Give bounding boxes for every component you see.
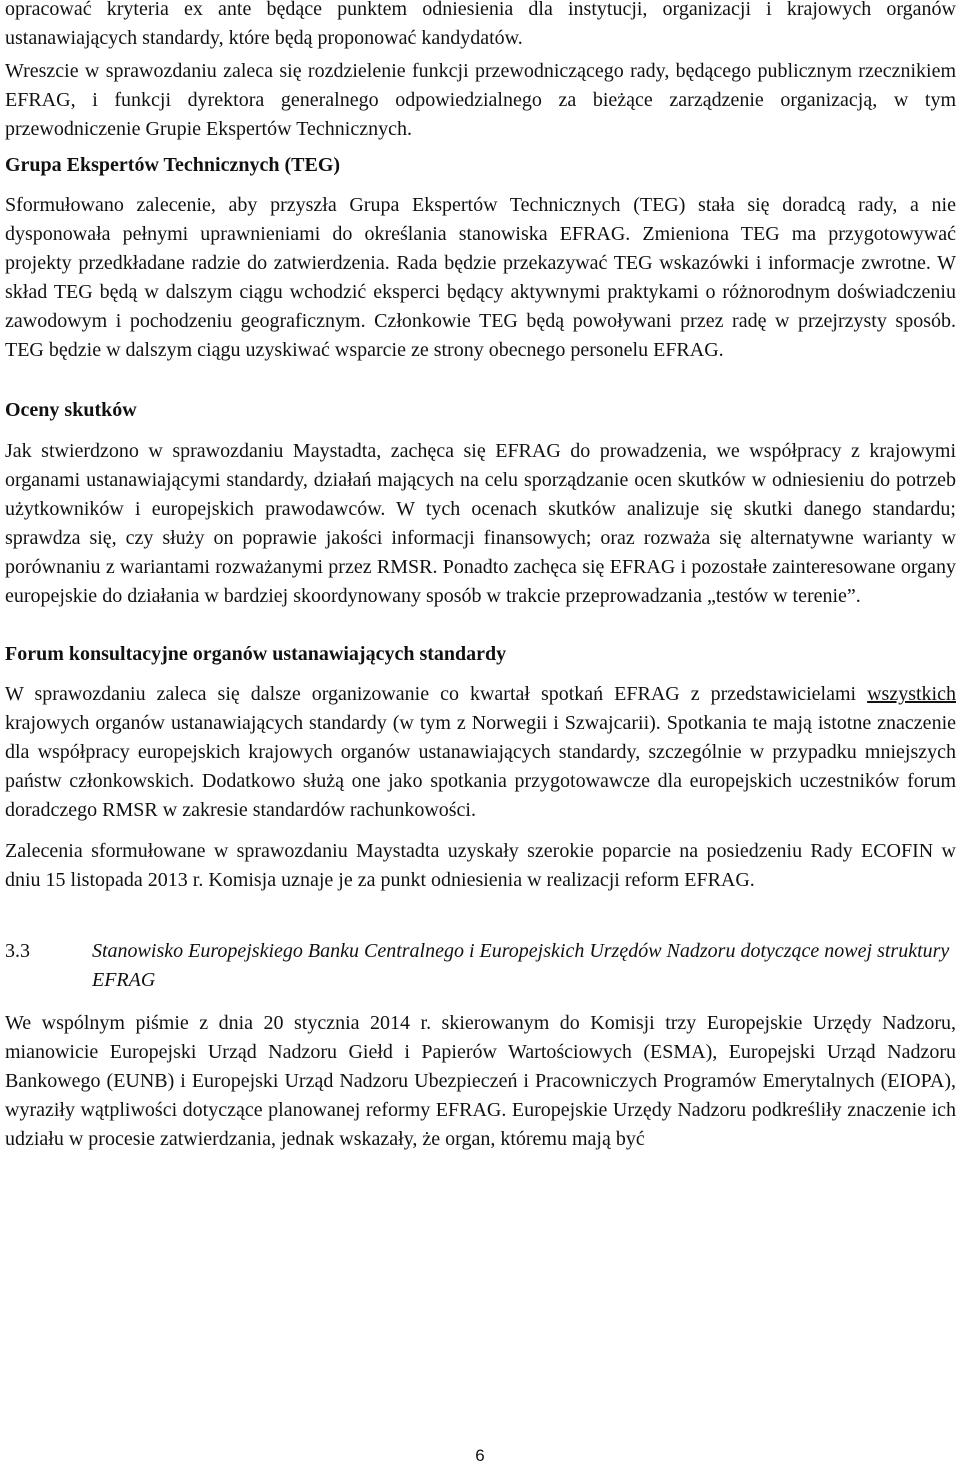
section-3-3-heading <box>5 937 956 995</box>
section-3-3-paragraph: We wspólnym piśmie z dnia 20 stycznia 2014 r. skierowanym do Komisji trzy Europejskie Urzędy Nadzoru, mianowicie Europejski Urząd Nadzoru Giełd i Papierów Wartościowych (ESMA), Europejski Urząd Nadzoru Bankowego (EUNB) i Europejski Urząd Nadzoru Ubezpieczeń i Pracowniczych Programów Emerytalnych (EIOPA), wyraziły wątpliwości dotyczące planowanej reformy EFRAG. Europejskie Urzędy Nadzoru podkreśliły znaczenie ich udziału w procesie zatwierdzania, jednak wskazały, że organ, któremu mają być <box>5 1012 956 1150</box>
section-number: 3.3 <box>5 940 30 962</box>
recommendations-paragraph: Zalecenia sformułowane w sprawozdaniu Maystadta uzyskały szerokie poparcie na posiedzeniu Rady ECOFIN w dniu 15 listopada 2013 r. Komisja uznaje je za punkt odniesienia w realizacji reform EFRAG. <box>5 840 956 891</box>
page-number: 6 <box>475 1446 485 1465</box>
forum-heading: Forum konsultacyjne organów ustanawiających standardy <box>5 643 507 665</box>
intro-fragment-paragraph: opracować kryteria ex ante będące punktem odniesienia dla instytucji, organizacji i krajowych organów ustanawiających standardy, które będą proponować kandydatów. <box>5 0 956 49</box>
intro-paragraph: Wreszcie w sprawozdaniu zaleca się rozdzielenie funkcji przewodniczącego rady, będącego publicznym rzecznikiem EFRAG, i funkcji dyrektora generalnego odpowiedzialnego za bieżące zarządzenie organizacją, w tym przewodniczenie Grupie Ekspertów Technicznych. <box>5 60 956 140</box>
forum-paragraph <box>5 680 956 825</box>
teg-heading: Grupa Ekspertów Technicznych (TEG) <box>5 154 341 176</box>
oceny-heading: Oceny skutków <box>5 399 137 421</box>
section-title: Stanowisko Europejskiego Banku Centralnego i Europejskich Urzędów Nadzoru dotyczące nowej struktury EFRAG <box>92 940 950 991</box>
document-page <box>5 0 956 1154</box>
underlined-word: wszystkich <box>867 683 956 705</box>
oceny-paragraph: Jak stwierdzono w sprawozdaniu Maystadta, zachęca się EFRAG do prowadzenia, we współpracy z krajowymi organami ustanawiającymi standardy, działań mających na celu sporządzanie ocen skutków w odniesieniu do potrzeb użytkowników i europejskich prawodawców. W tych ocenach skutków analizuje się skutki danego standardu; sprawdza się, czy służy on poprawie jakości informacji finansowych; oraz rozważa się alternatywne warianty w porównaniu z wariantami rozważanymi przez RMSR. Ponadto zachęca się EFRAG i pozostałe zainteresowane organy europejskie do działania w bardziej skoordynowany sposób w trakcie przeprowadzania „testów w terenie”. <box>5 440 956 607</box>
teg-paragraph: Sformułowano zalecenie, aby przyszła Grupa Ekspertów Technicznych (TEG) stała się doradcą rady, a nie dysponowała pełnymi uprawnieniami do określania stanowiska EFRAG. Zmieniona TEG ma przygotowywać projekty przedkładane radzie do zatwierdzenia. Rada będzie przekazywać TEG wskazówki i informacje zwrotne. W skład TEG będą w dalszym ciągu wchodzić eksperci będący aktywnymi praktykami o różnorodnym doświadczeniu zawodowym i pochodzeniu geograficznym. Członkowie TEG będą powoływani przez radę w przejrzysty sposób. TEG będzie w dalszym ciągu uzyskiwać wsparcie ze strony obecnego personelu EFRAG. <box>5 194 956 361</box>
forum-paragraph-part-2: krajowych organów ustanawiających standardy (w tym z Norwegii i Szwajcarii). Spotkania te mają istotne znaczenie dla współpracy europejskich krajowych organów ustanawiających standardy, szczególnie w przypadku mniejszych państw członkowskich. Dodatkowo służą one jako spotkania przygotowawcze dla europejskich uczestników forum doradczego RMSR w zakresie standardów rachunkowości. <box>5 712 956 821</box>
forum-paragraph-part-1: W sprawozdaniu zaleca się dalsze organizowanie co kwartał spotkań EFRAG z przedstawicielami <box>5 683 868 705</box>
